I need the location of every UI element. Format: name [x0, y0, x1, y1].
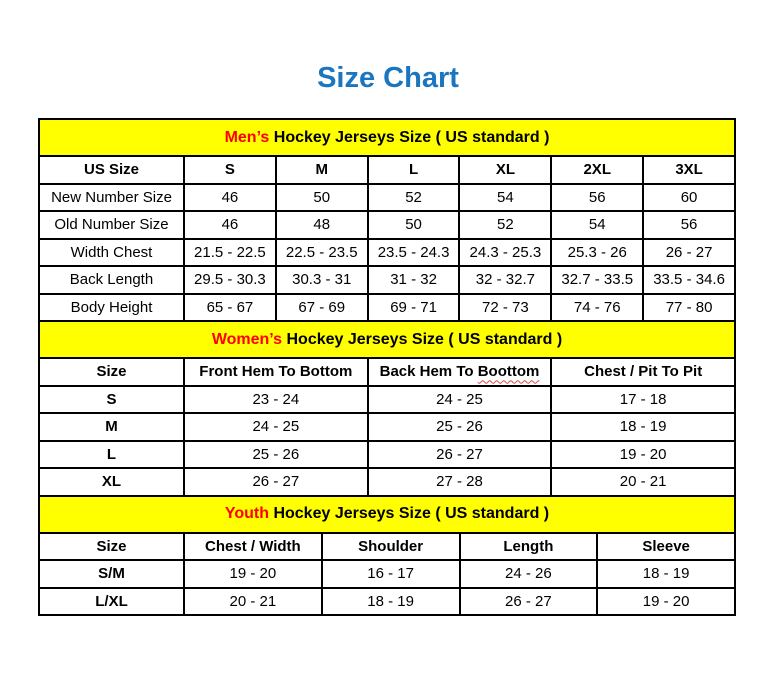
table-cell: 54 [459, 184, 551, 212]
column-header: S [184, 156, 276, 184]
row-label: Old Number Size [39, 211, 184, 239]
table-row [39, 386, 735, 414]
table-cell: 54 [551, 211, 643, 239]
table-row [39, 184, 735, 212]
row-label: M [39, 413, 184, 441]
table-cell: 27 - 28 [368, 468, 552, 496]
womens-header-row [39, 358, 735, 386]
table-row [39, 468, 735, 496]
row-label: Width Chest [39, 239, 184, 267]
column-header: Size [39, 358, 184, 386]
column-header: XL [459, 156, 551, 184]
table-cell: 33.5 - 34.6 [643, 266, 735, 294]
column-header: Chest / Width [184, 533, 322, 561]
table-cell: 19 - 20 [597, 588, 735, 616]
mens-section-title [39, 119, 735, 156]
table-cell: 48 [276, 211, 368, 239]
column-header: M [276, 156, 368, 184]
column-header: Shoulder [322, 533, 460, 561]
table-cell: 56 [643, 211, 735, 239]
row-label: XL [39, 468, 184, 496]
table-cell: 24 - 25 [184, 413, 368, 441]
mens-section-band [39, 119, 735, 156]
womens-section-rest: Hockey Jerseys Size ( US standard ) [282, 330, 563, 348]
table-cell: 31 - 32 [368, 266, 460, 294]
table-cell: 32 - 32.7 [459, 266, 551, 294]
column-header: Length [460, 533, 598, 561]
youth-header-row [39, 533, 735, 561]
table-cell: 46 [184, 184, 276, 212]
column-header: Sleeve [597, 533, 735, 561]
table-cell: 16 - 17 [322, 560, 460, 588]
table-cell: 77 - 80 [643, 294, 735, 322]
row-label: New Number Size [39, 184, 184, 212]
table-cell: 17 - 18 [551, 386, 735, 414]
size-chart [38, 118, 736, 616]
table-cell: 19 - 20 [551, 441, 735, 469]
column-header: L [368, 156, 460, 184]
table-cell: 20 - 21 [551, 468, 735, 496]
table-row [39, 560, 735, 588]
table-cell: 74 - 76 [551, 294, 643, 322]
womens-section-highlight: Women’s [211, 330, 283, 348]
table-cell: 26 - 27 [460, 588, 598, 616]
youth-section-band [39, 496, 735, 533]
youth-section-title [39, 496, 735, 533]
table-cell: 19 - 20 [184, 560, 322, 588]
column-header: 3XL [643, 156, 735, 184]
table-cell: 52 [368, 184, 460, 212]
table-cell: 22.5 - 23.5 [276, 239, 368, 267]
row-label: S/M [39, 560, 184, 588]
table-cell: 24 - 25 [368, 386, 552, 414]
table-row [39, 239, 735, 267]
table-cell: 26 - 27 [184, 468, 368, 496]
youth-size-table [38, 495, 736, 617]
column-header: Size [39, 533, 184, 561]
table-cell: 29.5 - 30.3 [184, 266, 276, 294]
table-cell: 50 [276, 184, 368, 212]
table-cell: 56 [551, 184, 643, 212]
misspelled-word: Boottom [477, 363, 540, 381]
table-cell: 18 - 19 [597, 560, 735, 588]
column-header: US Size [39, 156, 184, 184]
table-cell: 20 - 21 [184, 588, 322, 616]
table-cell: 72 - 73 [459, 294, 551, 322]
mens-section-rest: Hockey Jerseys Size ( US standard ) [269, 128, 550, 146]
row-label: L/XL [39, 588, 184, 616]
table-cell: 25.3 - 26 [551, 239, 643, 267]
table-cell: 23 - 24 [184, 386, 368, 414]
table-row [39, 413, 735, 441]
womens-section-title [39, 321, 735, 358]
row-label: Back Length [39, 266, 184, 294]
table-cell: 69 - 71 [368, 294, 460, 322]
table-cell: 30.3 - 31 [276, 266, 368, 294]
youth-section-rest: Hockey Jerseys Size ( US standard ) [269, 505, 550, 522]
mens-header-row [39, 156, 735, 184]
table-cell: 23.5 - 24.3 [368, 239, 460, 267]
table-cell: 25 - 26 [184, 441, 368, 469]
table-cell: 60 [643, 184, 735, 212]
table-cell: 65 - 67 [184, 294, 276, 322]
table-row [39, 294, 735, 322]
table-row [39, 266, 735, 294]
table-cell: 67 - 69 [276, 294, 368, 322]
table-cell: 24.3 - 25.3 [459, 239, 551, 267]
row-label: Body Height [39, 294, 184, 322]
row-label: S [39, 386, 184, 414]
row-label: L [39, 441, 184, 469]
column-header: Front Hem To Bottom [184, 358, 368, 386]
table-cell: 32.7 - 33.5 [551, 266, 643, 294]
column-header-text: Back Hem To [379, 363, 478, 381]
womens-section-band [39, 321, 735, 358]
table-cell: 25 - 26 [368, 413, 552, 441]
table-cell: 21.5 - 22.5 [184, 239, 276, 267]
column-header [368, 358, 552, 386]
youth-section-highlight: Youth [224, 505, 269, 522]
column-header: Chest / Pit To Pit [551, 358, 735, 386]
table-row [39, 588, 735, 616]
table-cell: 50 [368, 211, 460, 239]
mens-section-highlight: Men’s [224, 128, 270, 146]
table-cell: 18 - 19 [322, 588, 460, 616]
table-cell: 52 [459, 211, 551, 239]
table-cell: 26 - 27 [368, 441, 552, 469]
table-cell: 18 - 19 [551, 413, 735, 441]
table-cell: 26 - 27 [643, 239, 735, 267]
table-cell: 46 [184, 211, 276, 239]
table-row [39, 211, 735, 239]
mens-size-table [38, 118, 736, 322]
page-title: Size Chart [317, 62, 459, 94]
table-cell: 24 - 26 [460, 560, 598, 588]
column-header: 2XL [551, 156, 643, 184]
womens-size-table [38, 320, 736, 497]
table-row [39, 441, 735, 469]
